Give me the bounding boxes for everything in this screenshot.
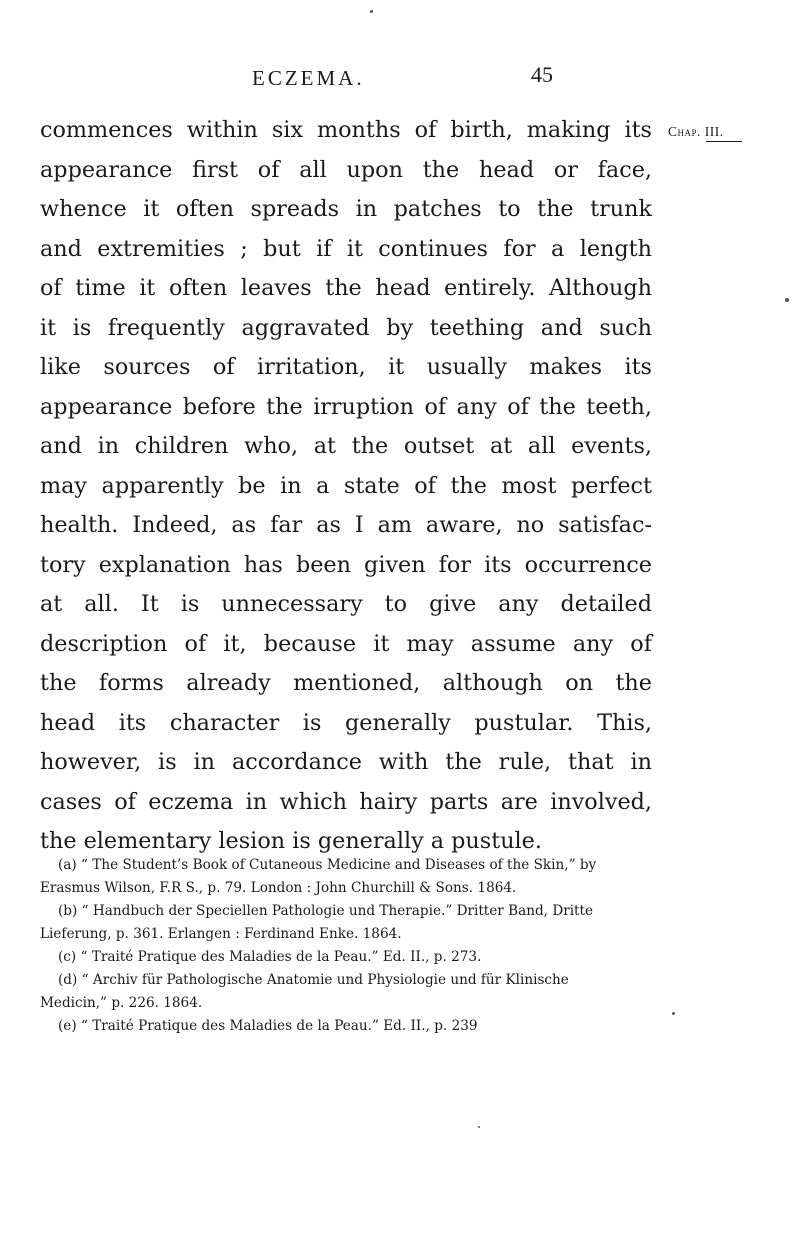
body-line: appearance before the irruption of any of the teeth, xyxy=(40,393,652,420)
scan-speck xyxy=(370,10,373,13)
footnote-d: (d) “ Archiv für Pathologische Anatomie und Physiologie und für Klinische xyxy=(58,972,569,988)
body-line: and extremities ; but if it continues for a length xyxy=(40,235,652,262)
body-line: health. Indeed, as far as I am aware, no satisfac- xyxy=(40,512,652,538)
body-line-last: the elementary lesion is generally a pustule. xyxy=(40,828,542,854)
footnote-e: (e) “ Traité Pratique des Maladies de la Peau.” Ed. II., p. 239 xyxy=(58,1018,478,1034)
body-line: and in children who, at the outset at all events, xyxy=(40,433,652,459)
body-line: description of it, because it may assume any of xyxy=(40,630,652,657)
scan-speck xyxy=(478,1126,480,1128)
body-line: the forms already mentioned, although on the xyxy=(40,670,652,696)
body-line: of time it often leaves the head entirely. Although xyxy=(40,275,652,301)
chapter-underline xyxy=(706,141,742,142)
body-line: at all. It is unnecessary to give any detailed xyxy=(40,591,652,617)
body-line: commences within six months of birth, making its xyxy=(40,117,652,143)
body-line: head its character is generally pustular. This, xyxy=(40,709,652,736)
body-line: it is frequently aggravated by teething and such xyxy=(40,314,652,341)
footnotes xyxy=(40,854,652,1038)
body-line: whence it often spreads in patches to the trunk xyxy=(40,196,652,222)
footnote-a: (a) “ The Student’s Book of Cutaneous Medicine and Diseases of the Skin,” by xyxy=(58,857,597,873)
chapter-marker xyxy=(668,124,742,142)
footnote-d-continued: Medicin,” p. 226. 1864. xyxy=(40,995,203,1011)
body-paragraph xyxy=(40,111,652,862)
body-line: however, is in accordance with the rule, that in xyxy=(40,749,652,775)
footnote-b: (b) “ Handbuch der Speciellen Pathologie und Therapie.” Dritter Band, Dritte xyxy=(58,903,594,919)
page-number: 45 xyxy=(531,62,553,87)
running-title: ECZEMA. xyxy=(252,66,365,90)
chapter-marker-text: Chap. III. xyxy=(668,124,724,139)
body-line: may apparently be in a state of the most perfect xyxy=(40,472,652,499)
footnote-c: (c) “ Traité Pratique des Maladies de la Peau.” Ed. II., p. 273. xyxy=(58,949,482,965)
body-line: appearance first of all upon the head or face, xyxy=(40,156,652,183)
scan-speck xyxy=(672,1012,675,1015)
footnote-b-continued: Lieferung, p. 361. Erlangen : Ferdinand Enke. 1864. xyxy=(40,926,402,942)
page-header xyxy=(0,62,800,96)
footnote-a-continued: Erasmus Wilson, F.R S., p. 79. London : John Churchill & Sons. 1864. xyxy=(40,880,517,896)
body-line: like sources of irritation, it usually makes its xyxy=(40,354,652,380)
scan-speck xyxy=(785,298,789,302)
body-line: cases of eczema in which hairy parts are involved, xyxy=(40,788,652,815)
body-line: tory explanation has been given for its occurrence xyxy=(40,551,652,578)
